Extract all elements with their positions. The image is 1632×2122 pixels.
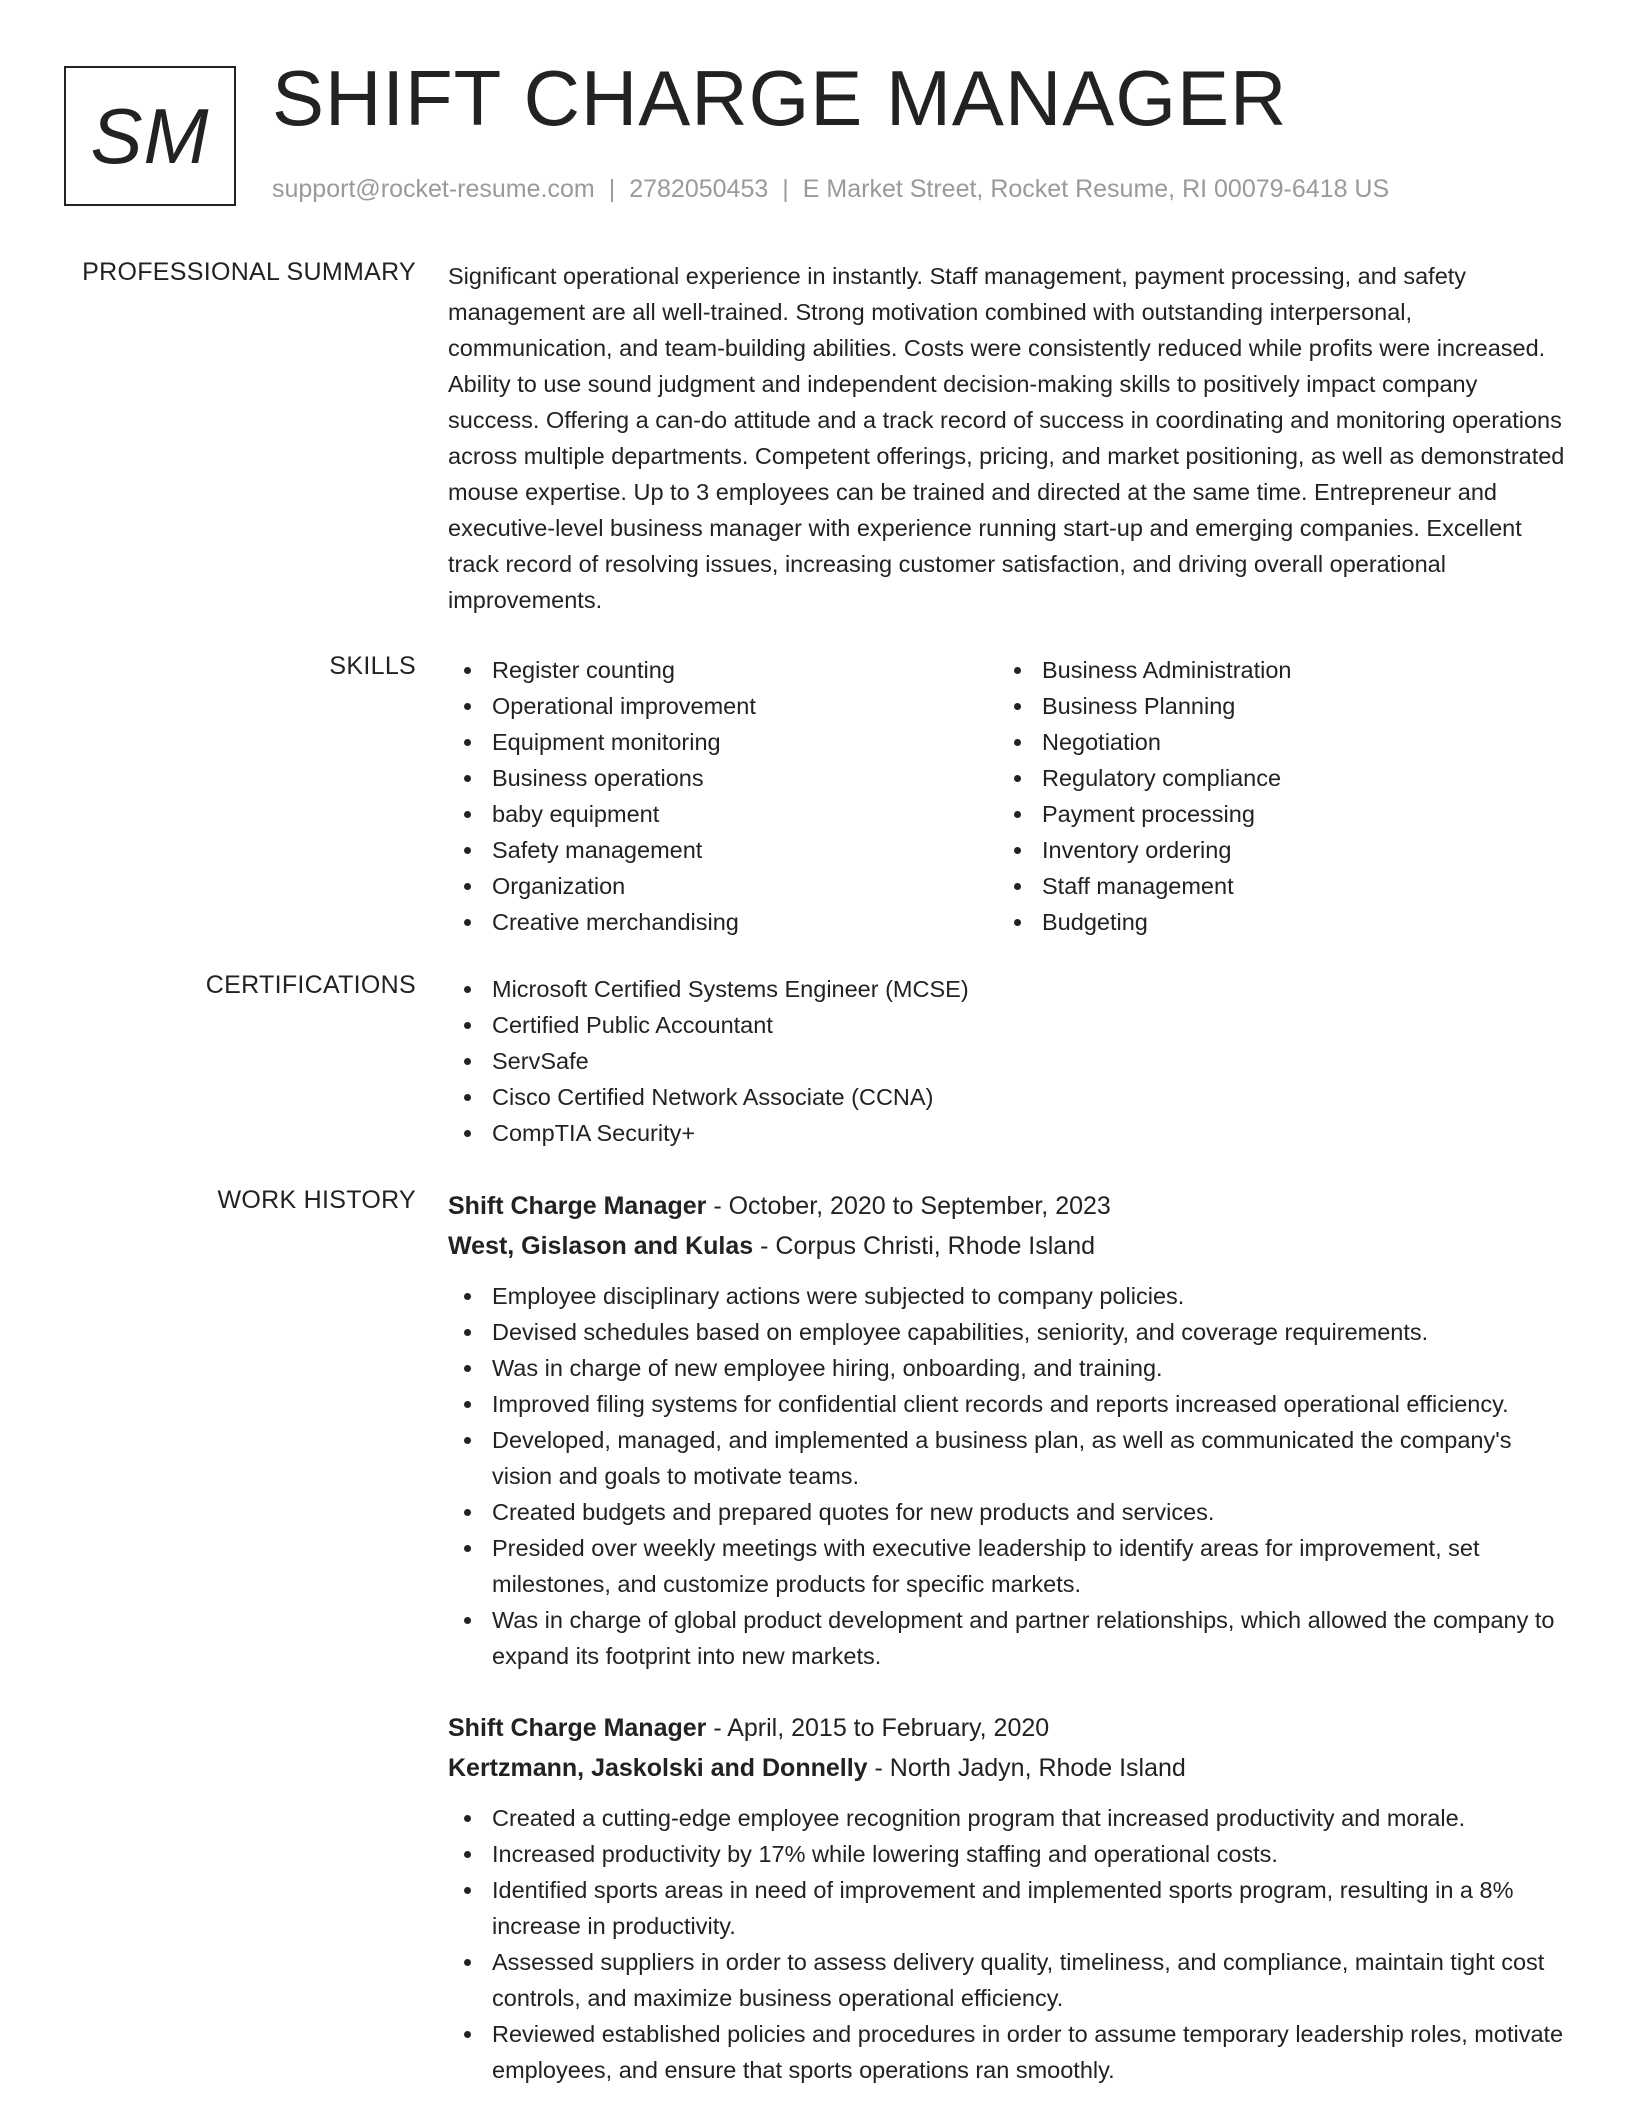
skill-item: Inventory ordering — [998, 832, 1548, 868]
contact-line — [272, 175, 1389, 204]
certifications-list — [448, 971, 1568, 1151]
job-bullet: Assessed suppliers in order to assess delivery quality, timeliness, and compliance, maintain tight cost controls, and maximize business operational efficiency. — [448, 1944, 1568, 2016]
dash: - — [706, 1192, 729, 1220]
skill-item: baby equipment — [448, 796, 998, 832]
job-title-line — [448, 1186, 1568, 1226]
skill-item: Business Administration — [998, 652, 1548, 688]
job-bullet: Increased productivity by 17% while lowering staffing and operational costs. — [448, 1836, 1568, 1872]
skill-item: Organization — [448, 868, 998, 904]
job-dates: April, 2015 to February, 2020 — [727, 1714, 1050, 1742]
job-bullet: Reviewed established policies and procedures in order to assume temporary leadership roles, motivate employees, and ensure that sports operations ran smoothly. — [448, 2016, 1568, 2088]
skill-item: Regulatory compliance — [998, 760, 1548, 796]
job-bullet: Created a cutting-edge employee recognition program that increased productivity and morale. — [448, 1800, 1568, 1836]
certification-item: Certified Public Accountant — [448, 1007, 1568, 1043]
skill-item: Operational improvement — [448, 688, 998, 724]
job-location: North Jadyn, Rhode Island — [889, 1754, 1186, 1782]
job-company: Kertzmann, Jaskolski and Donnelly — [448, 1754, 868, 1782]
skills-list-left — [448, 652, 998, 940]
skills-list-right — [998, 652, 1548, 940]
job-bullet-list — [448, 1278, 1568, 1674]
job-bullet-list — [448, 1800, 1568, 2088]
section-label-skills: SKILLS — [329, 652, 416, 680]
section-label-certifications: CERTIFICATIONS — [205, 971, 416, 999]
page-title: SHIFT CHARGE MANAGER — [272, 54, 1288, 142]
skill-item: Budgeting — [998, 904, 1548, 940]
skill-item: Safety management — [448, 832, 998, 868]
certification-item: CompTIA Security+ — [448, 1115, 1568, 1151]
skill-item: Creative merchandising — [448, 904, 998, 940]
contact-separator: | — [782, 175, 789, 203]
skill-item: Staff management — [998, 868, 1548, 904]
section-label-work-history: WORK HISTORY — [217, 1186, 416, 1214]
dash: - — [753, 1232, 776, 1260]
job-entry — [448, 1708, 1568, 2088]
certification-item: Microsoft Certified Systems Engineer (MCSE) — [448, 971, 1568, 1007]
job-bullet: Created budgets and prepared quotes for new products and services. — [448, 1494, 1568, 1530]
job-bullet: Improved filing systems for confidential client records and reports increased operational efficiency. — [448, 1386, 1568, 1422]
skill-item: Business Planning — [998, 688, 1548, 724]
certification-item: ServSafe — [448, 1043, 1568, 1079]
contact-separator: | — [608, 175, 616, 203]
phone-text: 2782050453 — [629, 175, 769, 203]
job-bullet: Was in charge of global product development and partner relationships, which allowed the company to expand its footprint into new markets. — [448, 1602, 1568, 1674]
summary-text: Significant operational experience in instantly. Staff management, payment processing, and safety management are all well-trained. Strong motivation combined with outstanding interpersonal, communication, and team-building abilities. Costs were consistently reduced while profits were increased. Ability to use sound judgment and independent decision-making skills to positively impact company success. Offering a can-do attitude and a track record of success in coordinating and monitoring operations across multiple departments. Competent offerings, pricing, and market positioning, as well as demonstrated mouse expertise. Up to 3 employees can be trained and directed at the same time. Entrepreneur and executive-level business manager with experience running start-up and emerging companies. Excellent track record of resolving issues, increasing customer satisfaction, and driving overall operational improvements. — [448, 263, 1565, 613]
initials-monogram — [64, 66, 236, 206]
certification-item: Cisco Certified Network Associate (CCNA) — [448, 1079, 1568, 1115]
job-bullet: Presided over weekly meetings with executive leadership to identify areas for improvement, set milestones, and customize products for specific markets. — [448, 1530, 1568, 1602]
job-bullet: Employee disciplinary actions were subjected to company policies. — [448, 1278, 1568, 1314]
job-company: West, Gislason and Kulas — [448, 1232, 754, 1260]
job-title: Shift Charge Manager — [448, 1192, 707, 1220]
job-location: Corpus Christi, Rhode Island — [775, 1232, 1095, 1260]
job-company-line — [448, 1748, 1568, 1788]
job-title: Shift Charge Manager — [448, 1714, 707, 1742]
job-entry — [448, 1186, 1568, 1674]
dash: - — [706, 1714, 728, 1742]
email-text: support@rocket-resume.com — [272, 175, 595, 203]
job-bullet: Developed, managed, and implemented a business plan, as well as communicated the company's vision and goals to motivate teams. — [448, 1422, 1568, 1494]
job-company-line — [448, 1226, 1568, 1266]
address-text: E Market Street, Rocket Resume, RI 00079-6418 US — [802, 175, 1390, 203]
job-title-line — [448, 1708, 1568, 1748]
job-bullet: Devised schedules based on employee capabilities, seniority, and coverage requirements. — [448, 1314, 1568, 1350]
initials-text: SM — [90, 91, 210, 180]
job-dates: October, 2020 to September, 2023 — [728, 1192, 1111, 1220]
skill-item: Negotiation — [998, 724, 1548, 760]
skill-item: Register counting — [448, 652, 998, 688]
job-bullet: Was in charge of new employee hiring, onboarding, and training. — [448, 1350, 1568, 1386]
dash: - — [867, 1754, 890, 1782]
skill-item: Equipment monitoring — [448, 724, 998, 760]
skill-item: Business operations — [448, 760, 998, 796]
section-label-summary: PROFESSIONAL SUMMARY — [82, 258, 416, 286]
skill-item: Payment processing — [998, 796, 1548, 832]
job-bullet: Identified sports areas in need of improvement and implemented sports program, resulting in a 8% increase in productivity. — [448, 1872, 1568, 1944]
